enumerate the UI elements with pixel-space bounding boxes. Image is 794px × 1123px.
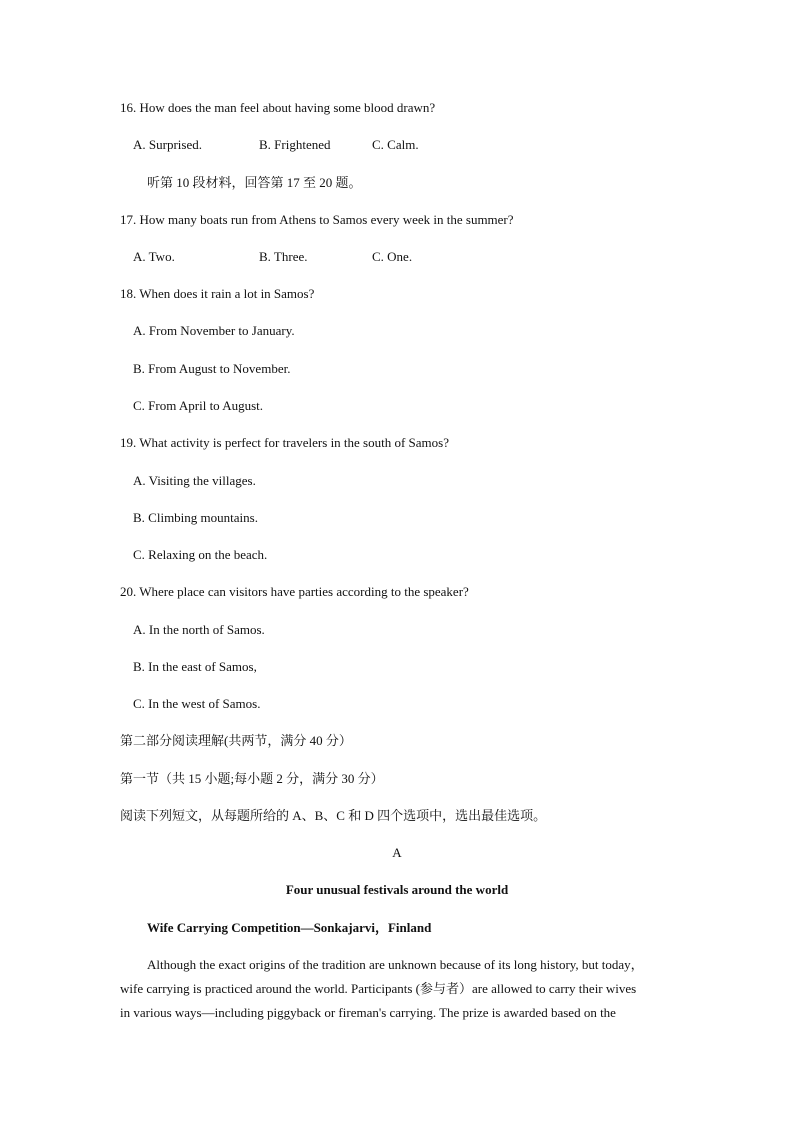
option-a: A. Surprised. — [133, 137, 202, 152]
option-a: A. Two. — [133, 249, 175, 264]
option-c: C. Calm. — [372, 137, 419, 152]
option-b: B. From August to November. — [133, 361, 291, 376]
passage-title: Four unusual festivals around the world — [285, 882, 509, 897]
option-b: B. Climbing mountains. — [133, 510, 258, 525]
question-19: 19. What activity is perfect for travelers in the south of Samos? — [120, 435, 449, 450]
option-c: C. One. — [372, 249, 413, 264]
option-b: B. In the east of Samos, — [133, 659, 257, 674]
section-heading: 第一节（共 15 小题;每小题 2 分，满分 30 分） — [120, 771, 384, 786]
passage-instruction: 听第 10 段材料，回答第 17 至 20 题。 — [147, 175, 362, 190]
paragraph-line: wife carrying is practiced around the world. Participants (参与者）are allowed to carry their wives — [120, 981, 637, 996]
passage-paragraph — [120, 953, 674, 1025]
reading-instruction: 阅读下列短文，从每题所给的 A、B、C 和 D 四个选项中，选出最佳选项。 — [120, 808, 547, 823]
option-b: B. Frightened — [259, 137, 331, 152]
paragraph-line: Although the exact origins of the tradition are unknown because of its long history, but today， — [147, 957, 644, 972]
paragraph-line: in various ways—including piggyback or fireman's carrying. The prize is awarded based on the — [120, 1005, 616, 1020]
question-18: 18. When does it rain a lot in Samos? — [120, 286, 315, 301]
option-c: C. In the west of Samos. — [133, 696, 261, 711]
passage-letter: A — [392, 845, 402, 860]
option-a: A. From November to January. — [133, 323, 295, 338]
question-16: 16. How does the man feel about having some blood drawn? — [120, 100, 436, 115]
option-c: C. From April to August. — [133, 398, 264, 413]
question-17: 17. How many boats run from Athens to Samos every week in the summer? — [120, 212, 514, 227]
option-a: A. In the north of Samos. — [133, 622, 265, 637]
option-c: C. Relaxing on the beach. — [133, 547, 268, 562]
question-20: 20. Where place can visitors have parties according to the speaker? — [120, 584, 469, 599]
section-subheading: Wife Carrying Competition—Sonkajarvi，Finland — [147, 920, 432, 935]
option-a: A. Visiting the villages. — [133, 473, 256, 488]
option-b: B. Three. — [259, 249, 308, 264]
part-heading: 第二部分阅读理解(共两节，满分 40 分） — [120, 733, 352, 748]
